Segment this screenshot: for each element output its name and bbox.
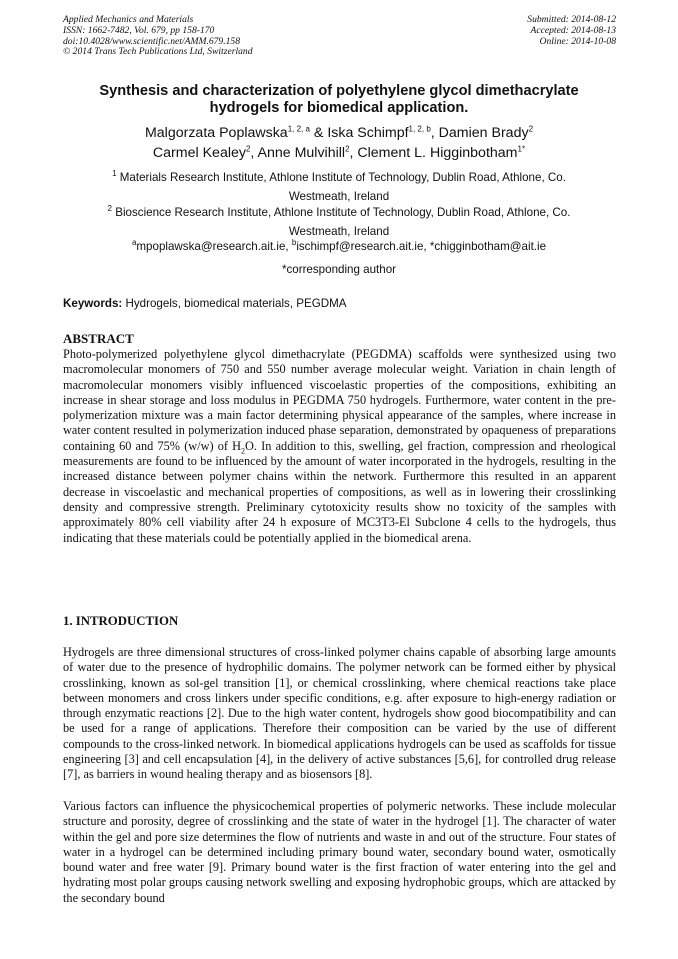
affiliation-2-line-1 [48, 204, 630, 223]
subscript-2: 2 [241, 446, 246, 456]
keywords-label: Keywords: [63, 297, 123, 310]
author-affiliation-mark: 2 [345, 143, 350, 153]
author-emails [48, 239, 630, 254]
keywords-line [63, 296, 615, 311]
author-list [48, 124, 630, 163]
abstract-heading: ABSTRACT [63, 331, 134, 346]
affiliation-1-line-1 [48, 169, 630, 188]
affiliation-number: 1 [112, 169, 117, 179]
introduction-paragraph-2: Various factors can influence the physicochemical properties of polymeric networks. These include molecular structure and porosity, degree of crosslinking and the state of water in the hydrogel [1]. The character of water within the gel and pore size determines the flow of nutrients and waste in and out of the structure. Four states of water in a hydrogel can be determined including primary bound water, secondary bound water, osmotically bound water and free water [9]. Primary bound water is the first fraction of water entering into the gel and hydrating most polar groups causing network swelling and exposing hydrophobic groups, which are attacked by the secondary bound [63, 799, 616, 905]
journal-name: Applied Mechanics and Materials [63, 14, 194, 25]
corresponding-author-note: *corresponding author [281, 263, 397, 276]
email-link[interactable]: ischimpf@research.ait.ie, *chigginbotham@ait.ie [296, 240, 547, 253]
author-separator: & [309, 125, 328, 141]
paper-title [48, 83, 630, 117]
author-line-1 [48, 124, 630, 144]
accepted-date: Accepted: 2014-08-13 [530, 24, 616, 36]
author-name: Carmel Kealey [152, 144, 246, 161]
journal-header-left [63, 15, 253, 58]
author-affiliation-mark: 1, 2, b [408, 124, 431, 134]
affiliation-text: Bioscience Research Institute, Athlone Institute of Technology, Dublin Road, Athlone, Co. [112, 206, 571, 219]
title-line-2: hydrogels for biomedical application. [209, 100, 469, 116]
author-affiliation-mark: 2 [245, 143, 251, 153]
submitted-date: Submitted: 2014-08-12 [527, 14, 616, 25]
introduction-paragraph-1: Hydrogels are three dimensional structures of cross-linked polymer chains capable of absorbing large amounts of water due to the presence of hydrophilic domains. The polymer network can be formed either by physical crosslinking, known as sol-gel transition [1], or chemical crosslinking, where chemical reactions take place between monomers and cross linkers under specific conditions, e.g. after exposure to high-energy radiation or through enzymatic reactions [2]. Due to the high water content, hydrogels show good biocompatibility and can be used for a range of applications. Therefore their composition can be varied by the use of different compounds to the cross-linked network. In biomedical applications hydrogels can be used as scaffolds for tissue engineering [3] and cell encapsulation [4], in the delivery of active substances [5,6], for controlled drug release [7], as barriers in wound healing therapy and as biosensors [8]. [63, 645, 616, 782]
email-mark: b [291, 238, 297, 248]
affiliation-number: 2 [107, 204, 112, 214]
journal-header-right [527, 15, 616, 47]
keywords-text: Hydrogels, biomedical materials, PEGDMA [122, 297, 347, 310]
abstract-text-part-1: Photo-polymerized polyethylene glycol dimethacrylate (PEGDMA) scaffolds were synthesized using two macromolecular monomers of 750 and 550 number average molecular weight. Variation in chain length of macromolecular monomers visibly influenced viscoelastic properties of the compositions, exhibiting an increase in shear storage and loss modulus in PEGDMA 750 hydrogels. Furthermore, water content in the pre-polymerization mixture was a main factor determining physical appearance of the samples, where increase in water content resulted in polymerization induced phase separation, demonstrated by opaqueness of preparations containing 60 and 75% (w/w) of H [63, 347, 616, 453]
introduction-heading: 1. INTRODUCTION [63, 614, 179, 628]
abstract-text [63, 347, 616, 546]
author-affiliation-mark: 2 [528, 124, 534, 134]
affiliation-text: Materials Research Institute, Athlone Institute of Technology, Dublin Road, Athlone, Co. [116, 171, 566, 184]
affiliation-2 [48, 204, 630, 241]
abstract-text-part-2: O. In addition to this, swelling, gel fraction, compression and rheological measurements are found to be influenced by the amount of water incorporated in the hydrogels, resulting in the increased distance between polymer chains within the network. Furthermore this resulted in an apparent decrease in viscoelastic and mechanical properties of compositions, as well as in lowering their crosslinking density and compressive strength. Preliminary cytotoxicity results show no toxicity of the samples with approximately 80% cell viability after 24 h exposure of MC3T3-El Subclone 4 cells to the hydrogels, thus indicating that these materials could be potentially applied in the biomedical arena. [63, 438, 617, 545]
author-name: , Damien Brady [430, 125, 529, 141]
title-line-1: Synthesis and characterization of polyethylene glycol dimethacrylate [99, 83, 579, 99]
doi-line: doi:10.4028/www.scientific.net/AMM.679.158 [63, 35, 241, 47]
email-mark: a [131, 238, 137, 248]
issn-line: ISSN: 1662-7482, Vol. 679, pp 158-170 [63, 24, 215, 36]
author-name: , Clement L. Higginbotham [349, 144, 518, 161]
author-name: Malgorzata Poplawska [144, 125, 288, 141]
author-affiliation-mark: 1, 2, a [287, 124, 310, 134]
email-link[interactable]: mpoplawska@research.ait.ie, [136, 240, 292, 253]
author-line-2 [48, 144, 630, 164]
author-name: Iska Schimpf [327, 125, 409, 141]
affiliation-1 [48, 169, 630, 206]
copyright-line: © 2014 Trans Tech Publications Ltd, Switzerland [63, 46, 253, 58]
affiliation-2-line-2: Westmeath, Ireland [288, 224, 390, 238]
author-affiliation-mark: 1* [517, 143, 526, 153]
author-name: , Anne Mulvihill [250, 144, 346, 161]
online-date: Online: 2014-10-08 [539, 35, 616, 47]
affiliation-1-line-2: Westmeath, Ireland [288, 189, 390, 203]
